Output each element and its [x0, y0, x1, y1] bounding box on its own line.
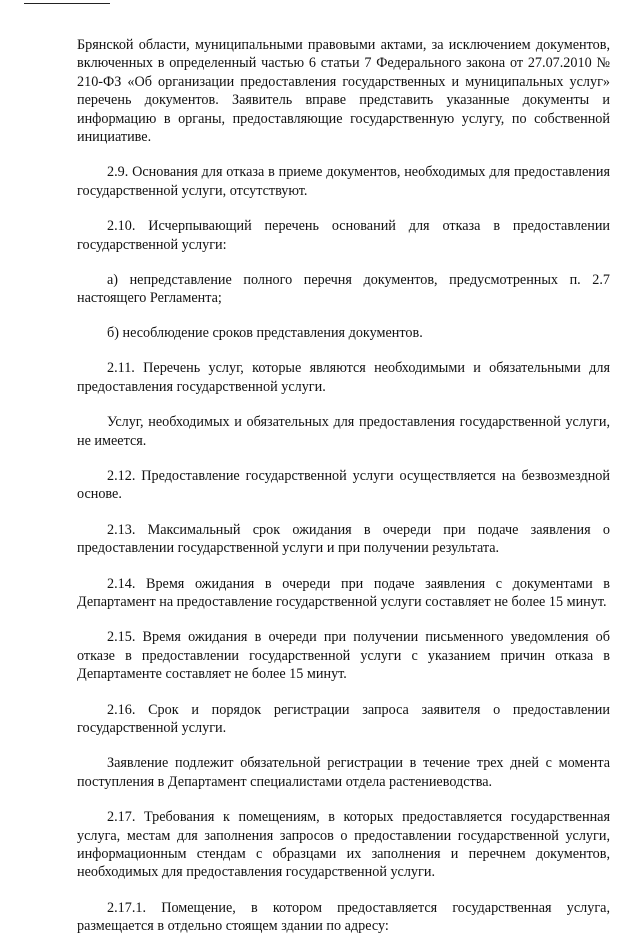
paragraph-2-15: 2.15. Время ожидания в очереди при получении письменного уведомления об отказе в предоставлении государственной услуги с указанием причин отказа в Департаменте составляет не более 15 минут.	[77, 629, 610, 683]
paragraph-2-11: 2.11. Перечень услуг, которые являются необходимыми и обязательными для предоставления государственной услуги.	[77, 360, 610, 395]
list-item-b: б) несоблюдение сроков представления документов.	[107, 324, 423, 341]
document-body	[77, 36, 610, 936]
paragraph-2-17: 2.17. Требования к помещениям, в которых предоставляется государственная услуга, местам для заполнения запросов о предоставлении государственной услуги, информационным стендам с образцами их заполнения и перечнем документов, необходимых для предоставления государственной услуги.	[77, 809, 610, 881]
paragraph-2-9: 2.9. Основания для отказа в приеме документов, необходимых для предоставления государственной услуги, отсутствуют.	[77, 164, 610, 199]
paragraph-2-10: 2.10. Исчерпывающий перечень оснований для отказа в предоставлении государственной услуги:	[77, 218, 610, 253]
list-item-a: а) непредставление полного перечня документов, предусмотренных п. 2.7 настоящего Регламента;	[77, 272, 610, 307]
paragraph-registration: Заявление подлежит обязательной регистрации в течение трех дней с момента поступления в Департамент специалистами отдела растениеводства.	[77, 755, 610, 790]
paragraph-2-17-1: 2.17.1. Помещение, в котором предоставляется государственная услуга, размещается в отдельно стоящем здании по адресу:	[77, 899, 610, 935]
paragraph-2-12: 2.12. Предоставление государственной услуги осуществляется на безвозмездной основе.	[77, 467, 610, 503]
paragraph-continuation: Брянской области, муниципальными правовыми актами, за исключением документов, включенных в определенный частью 6 статьи 7 Федерального закона от 27.07.2010 № 210-ФЗ «Об организации предоставления государственных и муниципальных услуг» перечень документов. Заявитель вправе представить указанные документы и информацию в органы, предоставляющие государственную услугу, по собственной инициативе.	[77, 37, 610, 146]
paragraph-no-services: Услуг, необходимых и обязательных для предоставления государственной услуги, не имеется.	[77, 414, 610, 449]
paragraph-2-14: 2.14. Время ожидания в очереди при подаче заявления с документами в Департамент на предоставление государственной услуги составляет не более 15 минут.	[77, 575, 610, 610]
top-rule-line	[24, 3, 110, 4]
paragraph-2-13: 2.13. Максимальный срок ожидания в очереди при подаче заявления о предоставлении государственной услуги и при получении результата.	[77, 521, 610, 557]
paragraph-2-16: 2.16. Срок и порядок регистрации запроса заявителя о предоставлении государственной услуги.	[77, 701, 610, 736]
